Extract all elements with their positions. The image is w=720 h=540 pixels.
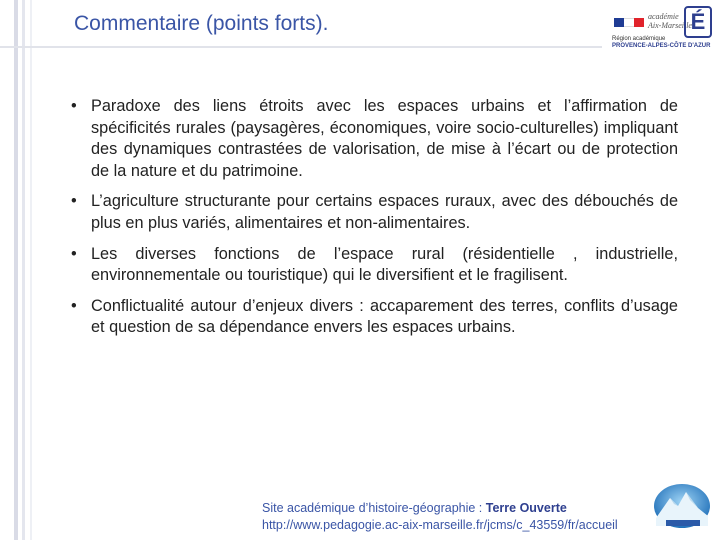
footer-site-prefix: Site académique d’histoire-géographie : (262, 501, 486, 515)
decorative-vertical-rule (30, 0, 32, 540)
decorative-horizontal-rule (0, 46, 602, 48)
footer-site-name: Terre Ouverte (485, 501, 567, 515)
bullet-icon: • (71, 296, 77, 315)
bullet-list (70, 96, 678, 348)
bullet-item (70, 191, 678, 234)
bullet-icon: • (71, 244, 77, 263)
logo-academy-text: académie Aix-Marseille (648, 12, 692, 30)
mountain-logo-icon (652, 482, 712, 530)
bullet-icon: • (71, 192, 77, 211)
footer (262, 500, 618, 534)
bullet-item (70, 296, 678, 339)
bullet-item (70, 96, 678, 182)
french-flag-icon (614, 18, 644, 27)
decorative-vertical-rule (22, 0, 25, 540)
logo-region-text: Région académique PROVENCE-ALPES-CÔTE D'AZUR (612, 36, 711, 49)
bullet-icon: • (71, 97, 77, 115)
bullet-item (70, 244, 678, 287)
decorative-vertical-rule (14, 0, 18, 540)
logo-letter-e: É (684, 6, 712, 38)
bullet-text: Les diverses fonctions de l’espace rural (résidentielle , industrielle, environnementale ou touristique) qui le diversifient et le fragilisent. (91, 244, 678, 285)
footer-url-link[interactable]: http://www.pedagogie.ac-aix-marseille.fr/jcms/c_43559/fr/accueil (262, 518, 618, 532)
bullet-text: L’agriculture structurante pour certains espaces ruraux, avec des débouchés de plus en plus variés, alimentaires et non-alimentaires. (91, 192, 678, 232)
academy-logo (610, 4, 710, 52)
bullet-text: Conflictualité autour d’enjeux divers : accaparement des terres, conflits d’usage et question de sa dépendance envers les espaces urbains. (91, 296, 678, 337)
bullet-text: Paradoxe des liens étroits avec les espaces urbains et l’affirmation de spécificités rurales (paysagères, économiques, voire socio-culturelles) impliquant des dynamiques contrastées de valorisation, de mise à l’écart ou de protection de la nature et du patrimoine. (91, 97, 678, 180)
slide-title: Commentaire (points forts). (74, 12, 329, 35)
footer-site-line (262, 500, 618, 517)
